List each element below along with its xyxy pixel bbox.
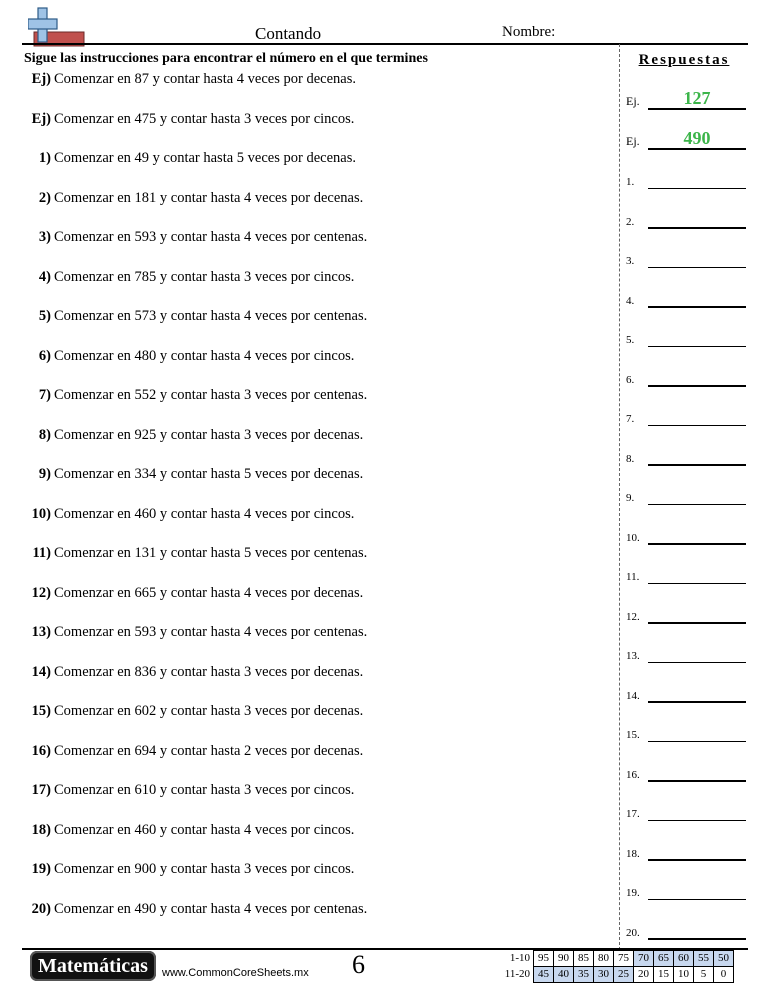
answer-label: 3. (626, 255, 635, 267)
problem-number: 10) (31, 505, 51, 522)
brand-label: Matemáticas (38, 955, 148, 977)
score-cell: 5 (694, 967, 714, 983)
brand-badge (30, 951, 156, 981)
answer-blank-line[interactable] (648, 741, 746, 742)
problem-number: 1) (38, 150, 51, 166)
problem-number: 19) (31, 861, 51, 877)
problem-item (24, 269, 354, 286)
score-cell: 95 (534, 951, 554, 967)
problem-number: 4) (38, 268, 51, 285)
answer-label: 11. (626, 571, 640, 583)
answer-blank-line[interactable] (648, 622, 746, 624)
answer-row (626, 485, 748, 505)
problem-text: Comenzar en 87 y contar hasta 4 veces por decenas. (54, 71, 356, 87)
answer-blank-line[interactable] (648, 859, 746, 861)
answer-label: 1. (626, 176, 635, 188)
answer-row (626, 722, 748, 742)
problem-number: 11) (32, 545, 51, 561)
answer-label: 17. (626, 808, 640, 820)
problem-item (24, 506, 354, 523)
problem-text: Comenzar en 460 y contar hasta 4 veces por cincos. (54, 505, 355, 522)
problem-text: Comenzar en 593 y contar hasta 4 veces por centenas. (54, 624, 368, 640)
answer-label: 15. (626, 729, 640, 741)
problem-text: Comenzar en 785 y contar hasta 3 veces por cincos. (54, 268, 355, 285)
score-cell: 0 (714, 967, 734, 983)
problem-text: Comenzar en 694 y contar hasta 2 veces por decenas. (54, 742, 364, 759)
score-cell: 70 (634, 951, 654, 967)
problem-number: 8) (38, 426, 51, 443)
problem-item (24, 782, 354, 799)
score-range-label: 11-20 (504, 968, 530, 980)
example-answer-row (626, 90, 748, 110)
problem-text: Comenzar en 480 y contar hasta 4 veces por cincos. (54, 347, 355, 364)
problem-number: 14) (31, 663, 51, 680)
problem-item (24, 703, 363, 720)
score-cell: 80 (594, 951, 614, 967)
problem-item (24, 624, 367, 641)
answer-label: 14. (626, 689, 640, 702)
answer-blank-line[interactable] (648, 543, 746, 545)
problem-number: 5) (38, 308, 51, 324)
problem-item (24, 427, 363, 444)
problem-item (24, 743, 363, 760)
answer-label: Ej. (626, 94, 640, 108)
problem-text: Comenzar en 593 y contar hasta 4 veces por centenas. (54, 229, 368, 245)
answer-blank-line[interactable] (648, 464, 746, 466)
problem-number: 12) (31, 584, 51, 601)
answer-row (626, 564, 748, 584)
answer-label: 16. (626, 768, 640, 781)
answer-label: 5. (626, 334, 635, 346)
problem-item (24, 585, 363, 602)
answer-row (626, 841, 748, 861)
answer-row (626, 288, 748, 308)
answer-label: 18. (626, 847, 640, 860)
answer-row (626, 604, 748, 624)
problem-text: Comenzar en 836 y contar hasta 3 veces por decenas. (54, 663, 364, 680)
answer-row (626, 762, 748, 782)
problem-item (24, 308, 367, 325)
example-answer-value: 127 (683, 88, 711, 108)
problem-number: 7) (38, 387, 51, 403)
problem-number: 9) (38, 466, 51, 482)
page-number: 6 (352, 950, 365, 979)
problem-text: Comenzar en 490 y contar hasta 4 veces por centenas. (54, 900, 368, 917)
answer-blank-line[interactable] (648, 346, 746, 347)
problem-number: 6) (38, 347, 51, 364)
plus-minus-logo-icon (28, 6, 88, 48)
score-range-label: 1-10 (509, 952, 530, 964)
score-cell: 40 (554, 967, 574, 983)
score-cell: 35 (574, 967, 594, 983)
answer-label: 19. (626, 887, 640, 899)
problem-item (24, 664, 363, 681)
answers-heading: Respuestas (638, 52, 730, 68)
site-url: www.CommonCoreSheets.mx (162, 967, 309, 979)
problem-number: 17) (31, 782, 51, 798)
answer-row (626, 367, 748, 387)
problem-item (24, 466, 363, 483)
answer-blank-line[interactable] (648, 188, 746, 189)
problem-number: 18) (31, 821, 51, 838)
answer-row (626, 248, 748, 268)
problem-text: Comenzar en 602 y contar hasta 3 veces por decenas. (54, 703, 364, 719)
answer-blank-line[interactable] (648, 780, 746, 782)
answer-blank-line[interactable] (648, 306, 746, 308)
problem-text: Comenzar en 552 y contar hasta 3 veces por centenas. (54, 387, 368, 403)
problem-text: Comenzar en 131 y contar hasta 5 veces por centenas. (54, 545, 368, 561)
problem-text: Comenzar en 900 y contar hasta 3 veces por cincos. (54, 861, 355, 877)
answer-label: 9. (626, 492, 635, 504)
answer-label: Ej. (626, 133, 640, 148)
problem-number: 16) (31, 742, 51, 759)
answer-label: 6. (626, 373, 635, 386)
answer-row (626, 406, 748, 426)
answer-row (626, 327, 748, 347)
problem-item (24, 150, 356, 167)
score-cell: 10 (674, 967, 694, 983)
problem-number: Ej) (31, 110, 51, 127)
problem-item (24, 348, 354, 365)
problem-item (24, 861, 354, 878)
problem-text: Comenzar en 460 y contar hasta 4 veces por cincos. (54, 821, 355, 838)
answer-row (626, 643, 748, 663)
score-cell: 60 (674, 951, 694, 967)
page-title: Contando (255, 24, 322, 43)
answer-label: 10. (626, 531, 640, 544)
problem-number: 2) (38, 189, 51, 206)
problem-text: Comenzar en 475 y contar hasta 3 veces por cincos. (54, 110, 355, 127)
problem-item (24, 901, 367, 918)
answer-row (626, 525, 748, 545)
answer-row (626, 446, 748, 466)
answer-label: 13. (626, 650, 640, 662)
instructions: Sigue las instrucciones para encontrar el número en el que termines (24, 51, 428, 66)
problem-number: Ej) (31, 71, 51, 87)
problem-text: Comenzar en 925 y contar hasta 3 veces por decenas. (54, 426, 364, 443)
answer-row (626, 209, 748, 229)
problem-text: Comenzar en 573 y contar hasta 4 veces por centenas. (54, 308, 368, 324)
answer-blank-line[interactable] (648, 899, 746, 900)
score-cell: 20 (634, 967, 654, 983)
answer-label: 4. (626, 294, 635, 307)
score-cell: 50 (714, 951, 734, 967)
problem-item (24, 387, 367, 404)
answer-row (626, 683, 748, 703)
score-row (496, 967, 734, 983)
answer-label: 20. (626, 926, 640, 939)
score-cell: 75 (614, 951, 634, 967)
example-problem (24, 111, 354, 128)
score-cell: 85 (574, 951, 594, 967)
example-answer-row (626, 127, 748, 150)
score-cell: 15 (654, 967, 674, 983)
score-cell: 65 (654, 951, 674, 967)
answer-row (626, 169, 748, 189)
answer-row (626, 801, 748, 821)
answer-blank-line[interactable] (648, 504, 746, 505)
name-field-label: Nombre: (502, 24, 556, 40)
problem-number: 20) (31, 900, 51, 917)
answer-row (626, 880, 748, 900)
problem-item (24, 190, 363, 207)
score-cell: 55 (694, 951, 714, 967)
score-cell: 30 (594, 967, 614, 983)
problem-text: Comenzar en 610 y contar hasta 3 veces por cincos. (54, 782, 355, 798)
answer-label: 7. (626, 413, 635, 425)
answer-label: 2. (626, 215, 635, 228)
score-row (496, 951, 734, 967)
problem-item (24, 545, 367, 562)
answer-column-divider (619, 44, 620, 950)
answer-row (626, 920, 748, 940)
problem-item (24, 229, 367, 246)
problem-number: 13) (31, 624, 51, 640)
answer-blank-line[interactable] (648, 701, 746, 703)
answer-label: 12. (626, 610, 640, 623)
problem-text: Comenzar en 181 y contar hasta 4 veces por decenas. (54, 189, 364, 206)
header-rule (22, 43, 748, 45)
answer-label: 8. (626, 452, 635, 465)
score-cell: 90 (554, 951, 574, 967)
answer-blank-line[interactable] (648, 425, 746, 426)
score-cell: 45 (534, 967, 554, 983)
score-table (496, 950, 734, 983)
answer-blank-line[interactable] (648, 820, 746, 821)
problem-number: 3) (38, 229, 51, 245)
problem-text: Comenzar en 665 y contar hasta 4 veces por decenas. (54, 584, 364, 601)
score-cell: 25 (614, 967, 634, 983)
answer-blank-line[interactable] (648, 385, 746, 387)
problem-text: Comenzar en 49 y contar hasta 5 veces por decenas. (54, 150, 356, 166)
answer-blank-line[interactable] (648, 227, 746, 229)
answer-blank-line[interactable] (648, 267, 746, 268)
problem-text: Comenzar en 334 y contar hasta 5 veces por decenas. (54, 466, 364, 482)
problem-item (24, 822, 354, 839)
answer-blank-line[interactable] (648, 938, 746, 940)
example-problem (24, 71, 356, 88)
problem-number: 15) (31, 703, 51, 719)
answer-blank-line[interactable] (648, 583, 746, 584)
answer-blank-line[interactable] (648, 662, 746, 663)
example-answer-value: 490 (683, 127, 711, 148)
